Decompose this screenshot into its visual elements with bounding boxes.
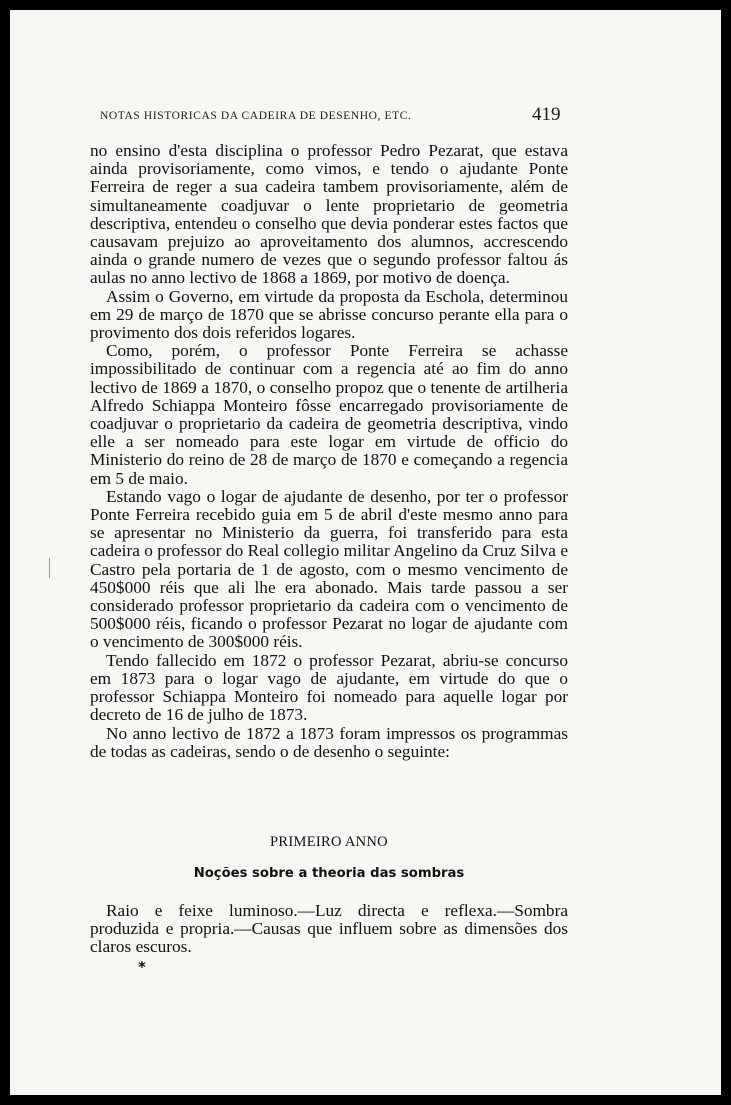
running-title: NOTAS HISTORICAS DA CADEIRA DE DESENHO, ETC. — [100, 110, 412, 122]
section-title: PRIMEIRO ANNO — [270, 834, 388, 850]
book-page — [10, 10, 721, 1095]
paragraph: no ensino d'esta disciplina o professor Pedro Pezarat, que estava ainda provisoriamente, como vimos, e tendo o ajudante Ponte Ferreira de reger a sua cadeira tambem provisoriamente, além de simultaneamente coadjuvar o lente proprietario de geometria descriptiva, entendeu o conselho que devia ponderar estes factos que causavam prejuizo ao aproveitamento dos alumnos, accrescendo ainda o grande numero de vezes que o segundo professor faltou ás aulas no anno lectivo de 1868 a 1869, por motivo de doença. — [90, 141, 568, 288]
syllabus-paragraph: Raio e feixe luminoso.—Luz directa e reflexa.—Sombra produzida e propria.—Causas que influem sobre as dimensões dos claros escuros. — [90, 901, 568, 957]
paragraph: Tendo fallecido em 1872 o professor Pezarat, abriu-se concurso em 1873 para o logar vago de ajudante, em virtude do que o professor Schiappa Monteiro foi nomeado para aquelle logar por decreto de 16 de julho de 1873. — [90, 650, 568, 725]
subsection-title: Noções sobre a theoria das sombras — [193, 866, 465, 881]
main-text — [90, 142, 568, 761]
paragraph: Estando vago o logar de ajudante de desenho, por ter o professor Ponte Ferreira recebido guia em 5 de abril d'este mesmo anno para se apresentar no Ministerio da guerra, foi transferido para esta cadeira o professor do Real collegio militar Angelino da Cruz Silva e Castro pela portaria de 1 de agosto, com o mesmo vencimento de 450$000 réis que ali lhe era abonado. Mais tarde passou a ser considerado professor proprietario da cadeira com o vencimento de 500$000 réis, ficando o professor Pezarat no logar de ajudante com o vencimento de 300$000 réis. — [90, 486, 568, 652]
page-number: 419 — [532, 104, 561, 125]
syllabus-content — [90, 902, 568, 957]
paragraph: Como, porém, o professor Ponte Ferreira se achasse impossibilitado de continuar com a regencia até ao fim do anno lectivo de 1869 a 1870, o conselho propoz que o tenente de artilheria Alfredo Schiappa Monteiro fôsse encarregado provisoriamente de coadjuvar o proprietario da cadeira de geometria descriptiva, vindo elle a ser nomeado para este logar em virtude de officio do Ministerio do reino de 28 de março de 1870 e começando a regencia em 5 de maio. — [90, 341, 568, 488]
paragraph: No anno lectivo de 1872 a 1873 foram impressos os programmas de todas as cadeiras, sendo o de desenho o seguinte: — [90, 723, 568, 761]
page-speck — [49, 558, 50, 578]
paragraph: Assim o Governo, em virtude da proposta da Eschola, determinou em 29 de março de 1870 que se abrisse concurso perante ella para o provimento dos dois referidos logares. — [90, 286, 568, 343]
signature-mark: * — [138, 958, 146, 976]
